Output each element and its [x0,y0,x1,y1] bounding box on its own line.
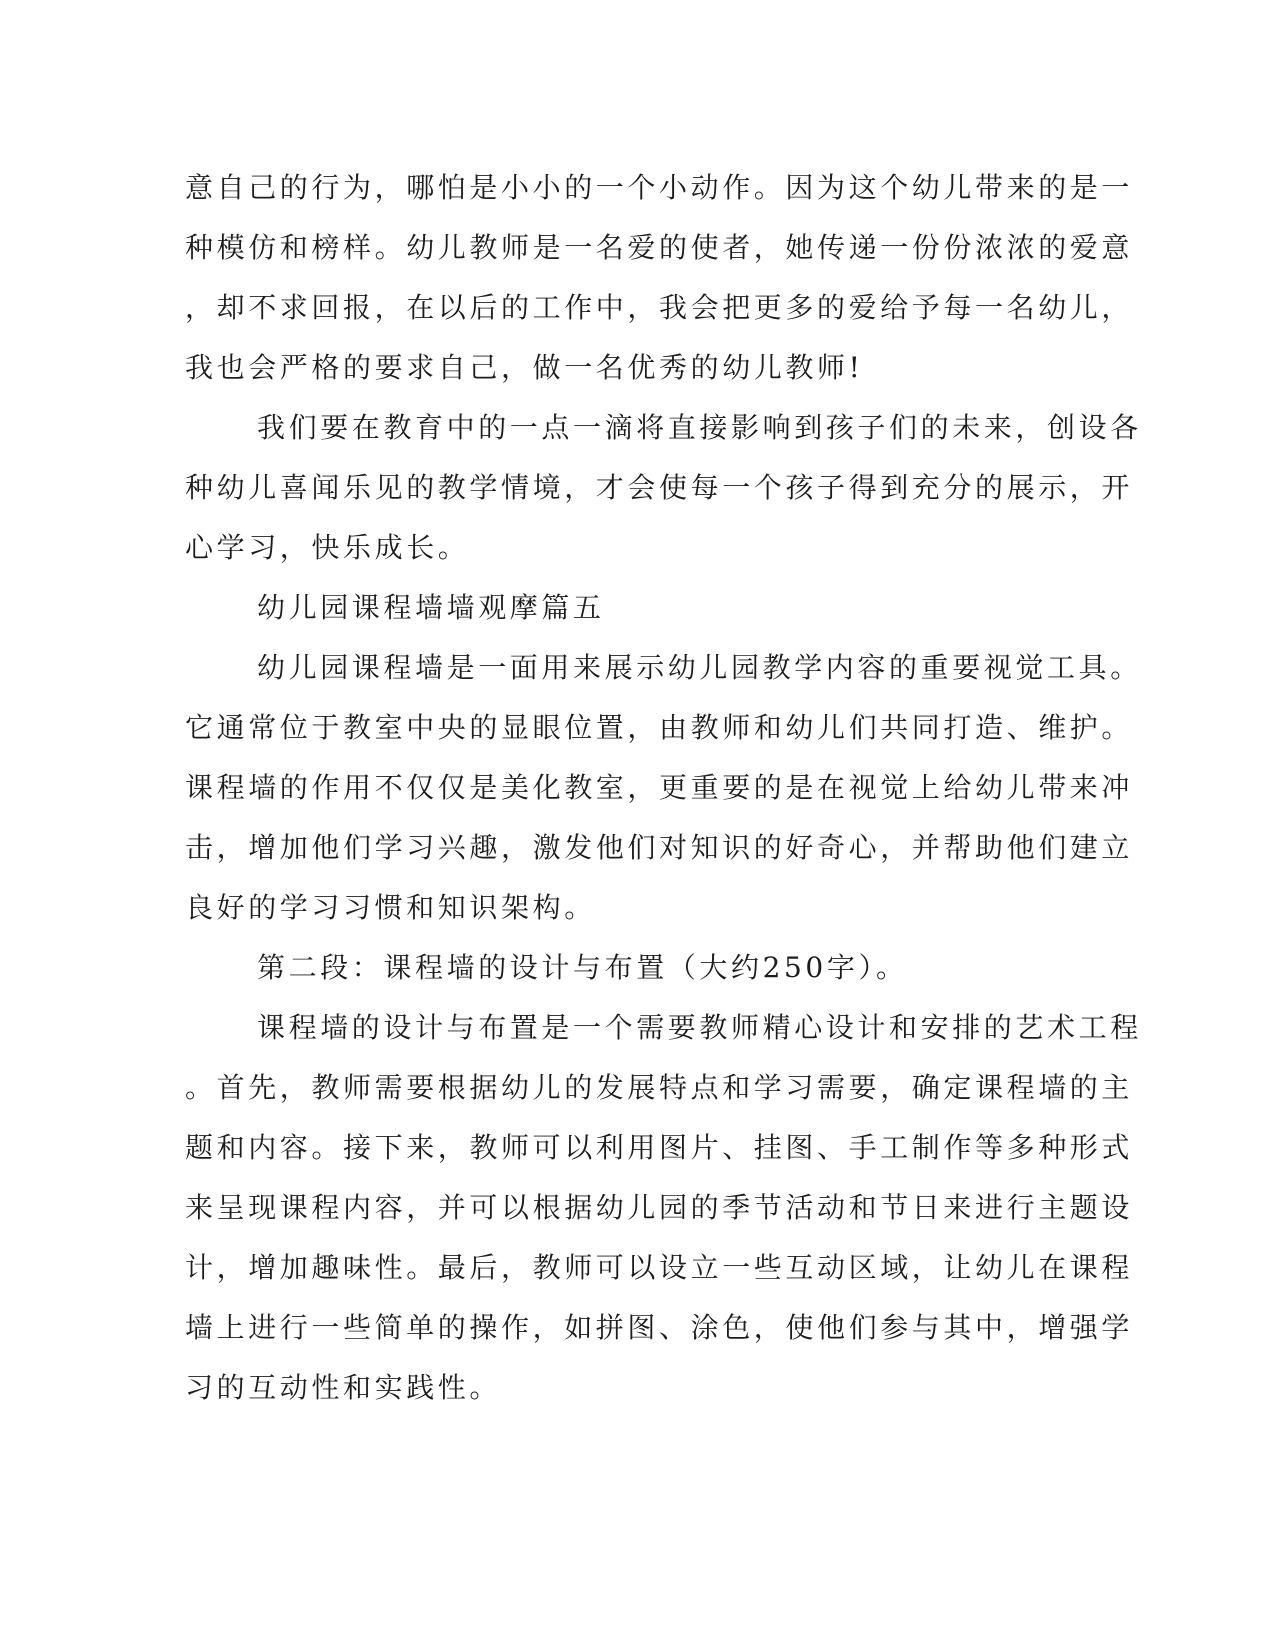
text-line: 。首先，教师需要根据幼儿的发展特点和学习需要，确定课程墙的主 [185,1071,1134,1104]
text-line: 来呈现课程内容，并可以根据幼儿园的季节活动和节日来进行主题设 [185,1191,1134,1224]
text-line: 它通常位于教室中央的显眼位置，由教师和幼儿们共同打造、维护。 [185,711,1134,744]
text-line: ，却不求回报，在以后的工作中，我会把更多的爱给予每一名幼儿， [185,291,1134,324]
section-subheading: 第二段：课程墙的设计与布置（大约250字）。 [257,951,908,984]
document-body [185,158,1142,1418]
text-line: 习的互动性和实践性。 [185,1371,502,1404]
text-line: 心学习，快乐成长。 [185,531,470,564]
text-line: 我也会严格的要求自己，做一名优秀的幼儿教师! [185,351,864,384]
text-line: 幼儿园课程墙是一面用来展示幼儿园教学内容的重要视觉工具。 [257,651,1142,684]
text-line: 良好的学习习惯和知识架构。 [185,891,596,924]
text-line: 种模仿和榜样。幼儿教师是一名爱的使者，她传递一份份浓浓的爱意 [185,231,1134,264]
text-line: 题和内容。接下来，教师可以利用图片、挂图、手工制作等多种形式 [185,1131,1134,1164]
text-line: 意自己的行为，哪怕是小小的一个小动作。因为这个幼儿带来的是一 [185,171,1134,204]
text-line: 我们要在教育中的一点一滴将直接影响到孩子们的未来，创设各 [257,411,1142,444]
text-line: 计，增加趣味性。最后，教师可以设立一些互动区域，让幼儿在课程 [185,1251,1134,1284]
section-heading: 幼儿园课程墙墙观摩篇五 [257,591,605,624]
text-line: 种幼儿喜闻乐见的教学情境，才会使每一个孩子得到充分的展示，开 [185,471,1134,504]
text-line: 墙上进行一些简单的操作，如拼图、涂色，使他们参与其中，增强学 [185,1311,1134,1344]
text-line: 击，增加他们学习兴趣，激发他们对知识的好奇心，并帮助他们建立 [185,831,1134,864]
text-line: 课程墙的作用不仅仅是美化教室，更重要的是在视觉上给幼儿带来冲 [185,771,1134,804]
text-line: 课程墙的设计与布置是一个需要教师精心设计和安排的艺术工程 [257,1011,1142,1044]
